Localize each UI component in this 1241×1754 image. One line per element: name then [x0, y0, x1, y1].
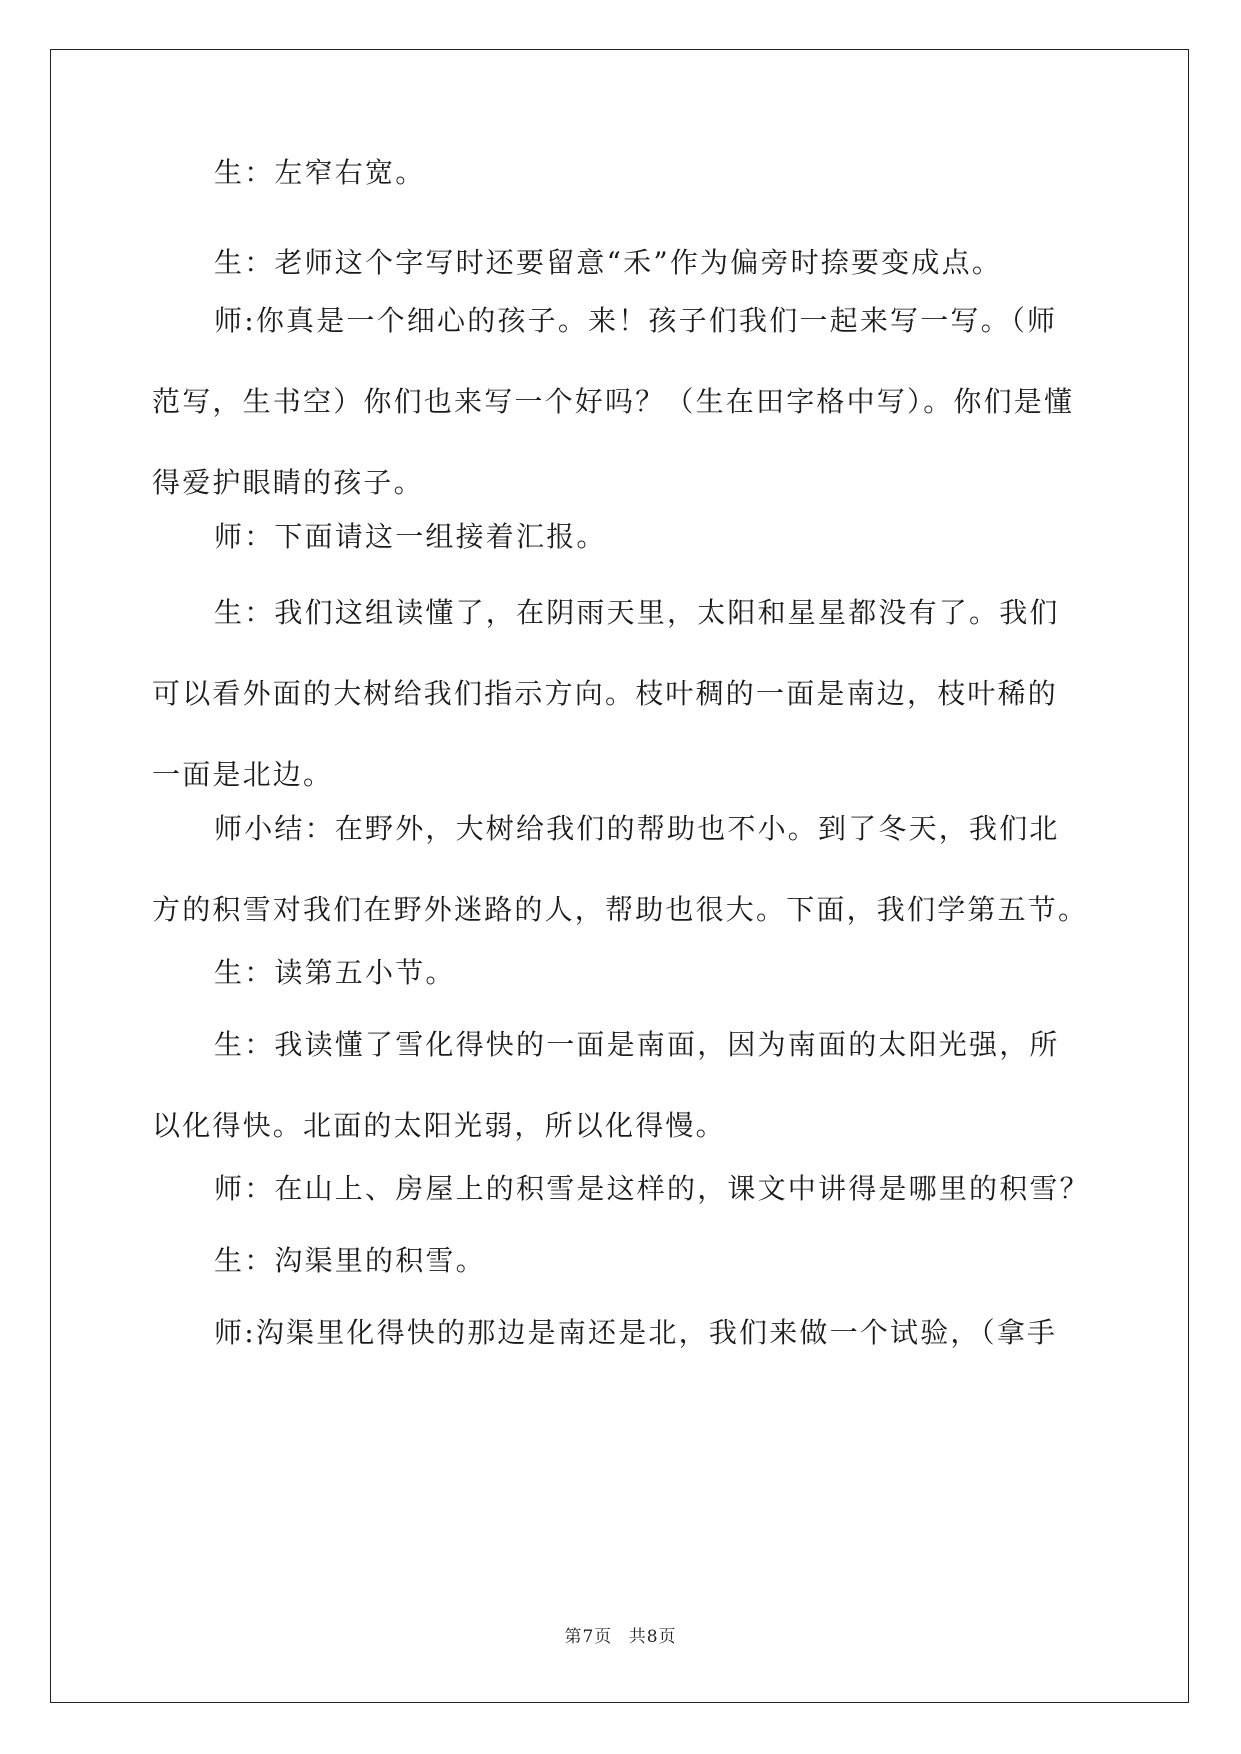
paragraph	[152, 572, 1092, 815]
paragraph	[152, 280, 1092, 523]
paragraph-line: 得爱护眼睛的孩子。	[152, 466, 424, 499]
paragraph-line: 师:你真是一个细心的孩子。来！孩子们我们一起来写一写。（师	[214, 304, 1058, 337]
paragraph-line: 可以看外面的大树给我们指示方向。枝叶稠的一面是南边，枝叶稀的	[152, 677, 1059, 710]
page-total: 共8页	[628, 1627, 677, 1647]
paragraph	[152, 1148, 1092, 1229]
paragraph	[152, 132, 1092, 213]
paragraph-line: 生：沟渠里的积雪。	[214, 1244, 486, 1277]
paragraph-line: 以化得快。北面的太阳光弱，所以化得慢。	[152, 1109, 726, 1142]
page-number: 第7页	[564, 1627, 613, 1647]
paragraph	[152, 1220, 1092, 1301]
paragraph-line: 师：下面请这一组接着汇报。	[214, 520, 607, 553]
paragraph	[152, 932, 1092, 1013]
paragraph-line: 生：我读懂了雪化得快的一面是南面，因为南面的太阳光强，所	[214, 1028, 1060, 1061]
paragraph-line: 范写，生书空）你们也来写一个好吗？（生在田字格中写）。你们是懂	[152, 385, 1075, 418]
paragraph	[152, 1292, 1092, 1373]
paragraph-line: 师：在山上、房屋上的积雪是这样的，课文中讲得是哪里的积雪？	[214, 1172, 1090, 1205]
paragraph-line: 生：左窄右宽。	[214, 156, 426, 189]
paragraph-line: 师小结：在野外，大树给我们的帮助也不小。到了冬天，我们北	[214, 812, 1060, 845]
paragraph	[152, 1004, 1092, 1166]
paragraph-line: 方的积雪对我们在野外迷路的人，帮助也很大。下面，我们学第五节。	[152, 893, 1089, 926]
paragraph	[152, 788, 1092, 950]
paragraph-line: 生：我们这组读懂了，在阴雨天里，太阳和星星都没有了。我们	[214, 596, 1060, 629]
paragraph-line: 生：老师这个字写时还要留意“禾”作为偏旁时捺要变成点。	[214, 246, 1003, 279]
page-footer	[0, 1622, 1241, 1647]
paragraph-line: 生：读第五小节。	[214, 956, 456, 989]
paragraph	[152, 496, 1092, 577]
paragraph-line: 一面是北边。	[152, 758, 334, 791]
paragraph-line: 师:沟渠里化得快的那边是南还是北，我们来做一个试验，（拿手	[214, 1316, 1058, 1349]
